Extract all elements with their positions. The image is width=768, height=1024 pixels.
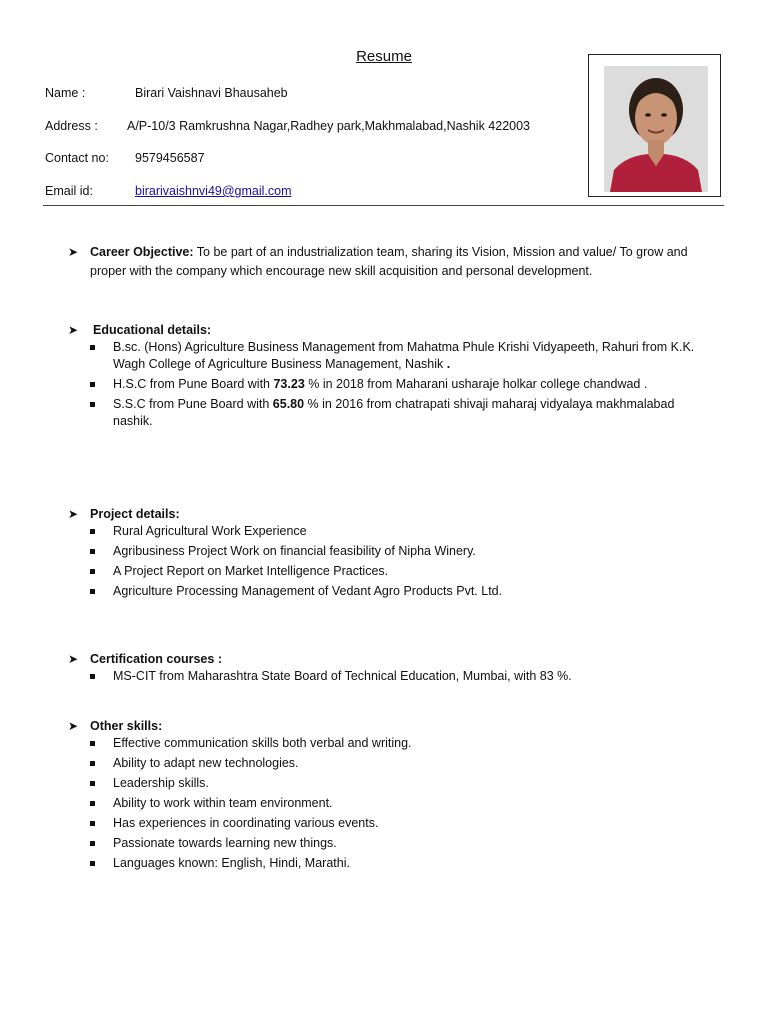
contact-value: 9579456587 <box>135 151 205 165</box>
list-item <box>90 855 708 872</box>
skill-item: Ability to adapt new technologies. <box>113 756 299 770</box>
career-objective-label: Career Objective: <box>90 245 194 259</box>
list-item <box>90 543 708 560</box>
edu-text: S.S.C from Pune Board with <box>113 397 273 411</box>
skill-item: Languages known: English, Hindi, Marathi. <box>113 856 350 870</box>
square-bullet-icon <box>90 569 95 574</box>
skills-heading: Other skills: <box>90 719 163 733</box>
address-row <box>45 119 531 133</box>
square-bullet-icon <box>90 821 95 826</box>
certification-item: MS-CIT from Maharashtra State Board of Technical Education, Mumbai, with 83 %. <box>113 669 572 683</box>
edu-text: % in 2016 from chatrapati shivaji maharaj vidyalaya makhmalabad nashik. <box>113 397 675 428</box>
career-objective <box>90 243 708 281</box>
certification-list <box>90 668 708 685</box>
list-item <box>90 835 708 852</box>
list-item <box>90 339 708 373</box>
education-section <box>68 321 708 433</box>
project-item: Agriculture Processing Management of Vedant Agro Products Pvt. Ltd. <box>113 584 503 598</box>
project-heading: Project details: <box>90 507 180 521</box>
email-row <box>45 184 292 198</box>
square-bullet-icon <box>90 781 95 786</box>
edu-text: H.S.C from Pune Board with <box>113 377 274 391</box>
square-bullet-icon <box>90 674 95 679</box>
list-item <box>90 563 708 580</box>
certification-heading: Certification courses : <box>90 652 222 666</box>
square-bullet-icon <box>90 549 95 554</box>
square-bullet-icon <box>90 741 95 746</box>
list-item <box>90 795 708 812</box>
skills-section <box>68 717 708 875</box>
header-divider <box>43 205 724 206</box>
hsc-percentage: 73.23 <box>273 377 305 391</box>
skill-item: Has experiences in coordinating various events. <box>113 816 379 830</box>
skills-list <box>90 735 708 872</box>
education-list <box>90 339 708 430</box>
career-objective-section <box>68 243 708 281</box>
ssc-percentage: 65.80 <box>272 397 305 411</box>
list-item <box>90 755 708 772</box>
arrowhead-icon: ➤ <box>68 323 79 337</box>
list-item <box>90 668 708 685</box>
email-label: Email id: <box>45 184 93 198</box>
project-item: A Project Report on Market Intelligence Practices. <box>113 564 389 578</box>
address-label: Address : <box>45 119 98 133</box>
skill-item: Passionate towards learning new things. <box>113 836 337 850</box>
arrowhead-icon: ➤ <box>68 507 79 521</box>
portrait-image <box>604 66 708 192</box>
square-bullet-icon <box>90 841 95 846</box>
name-label: Name : <box>45 86 86 100</box>
list-item <box>90 735 708 752</box>
email-link[interactable]: birarivaishnvi49@gmail.com <box>135 184 292 198</box>
contact-row <box>45 151 205 165</box>
edu-bold: . <box>446 357 451 371</box>
list-item <box>90 775 708 792</box>
skill-item: Ability to work within team environment. <box>113 796 333 810</box>
square-bullet-icon <box>90 382 95 387</box>
list-item <box>90 815 708 832</box>
square-bullet-icon <box>90 589 95 594</box>
contact-label: Contact no: <box>45 151 109 165</box>
edu-text: % in 2018 from Maharani usharaje holkar college chandwad . <box>304 377 648 391</box>
square-bullet-icon <box>90 861 95 866</box>
profile-photo <box>604 66 708 192</box>
project-item: Agribusiness Project Work on financial feasibility of Nipha Winery. <box>113 544 476 558</box>
skill-item: Leadership skills. <box>113 776 209 790</box>
photo-frame <box>588 54 721 197</box>
list-item <box>90 583 708 600</box>
career-objective-text: To be part of an industrialization team, sharing its Vision, Mission and value/ To grow and proper with the company which encourage new skill acquisition and personal development. <box>90 245 688 278</box>
square-bullet-icon <box>90 801 95 806</box>
edu-text: B.sc. (Hons) Agriculture Business Management from Mahatma Phule Krishi Vidyapeeth, Rahuri from K.K. Wagh College of Agriculture Business Management, Nashik <box>113 340 695 371</box>
skill-item: Effective communication skills both verbal and writing. <box>113 736 412 750</box>
project-section <box>68 505 708 603</box>
project-item: Rural Agricultural Work Experience <box>113 524 307 538</box>
list-item <box>90 523 708 540</box>
arrowhead-icon: ➤ <box>68 245 79 259</box>
list-item <box>90 376 708 393</box>
arrowhead-icon: ➤ <box>68 652 79 666</box>
square-bullet-icon <box>90 402 95 407</box>
education-heading: Educational details: <box>93 323 212 337</box>
name-value: Birari Vaishnavi Bhausaheb <box>135 86 288 100</box>
arrowhead-icon: ➤ <box>68 719 79 733</box>
project-list <box>90 523 708 600</box>
square-bullet-icon <box>90 529 95 534</box>
list-item <box>90 396 708 430</box>
square-bullet-icon <box>90 761 95 766</box>
square-bullet-icon <box>90 345 95 350</box>
address-value: A/P-10/3 Ramkrushna Nagar,Radhey park,Makhmalabad,Nashik 422003 <box>127 119 531 133</box>
page-title: Resume <box>356 48 412 65</box>
certification-section <box>68 650 708 688</box>
name-row <box>45 86 288 100</box>
